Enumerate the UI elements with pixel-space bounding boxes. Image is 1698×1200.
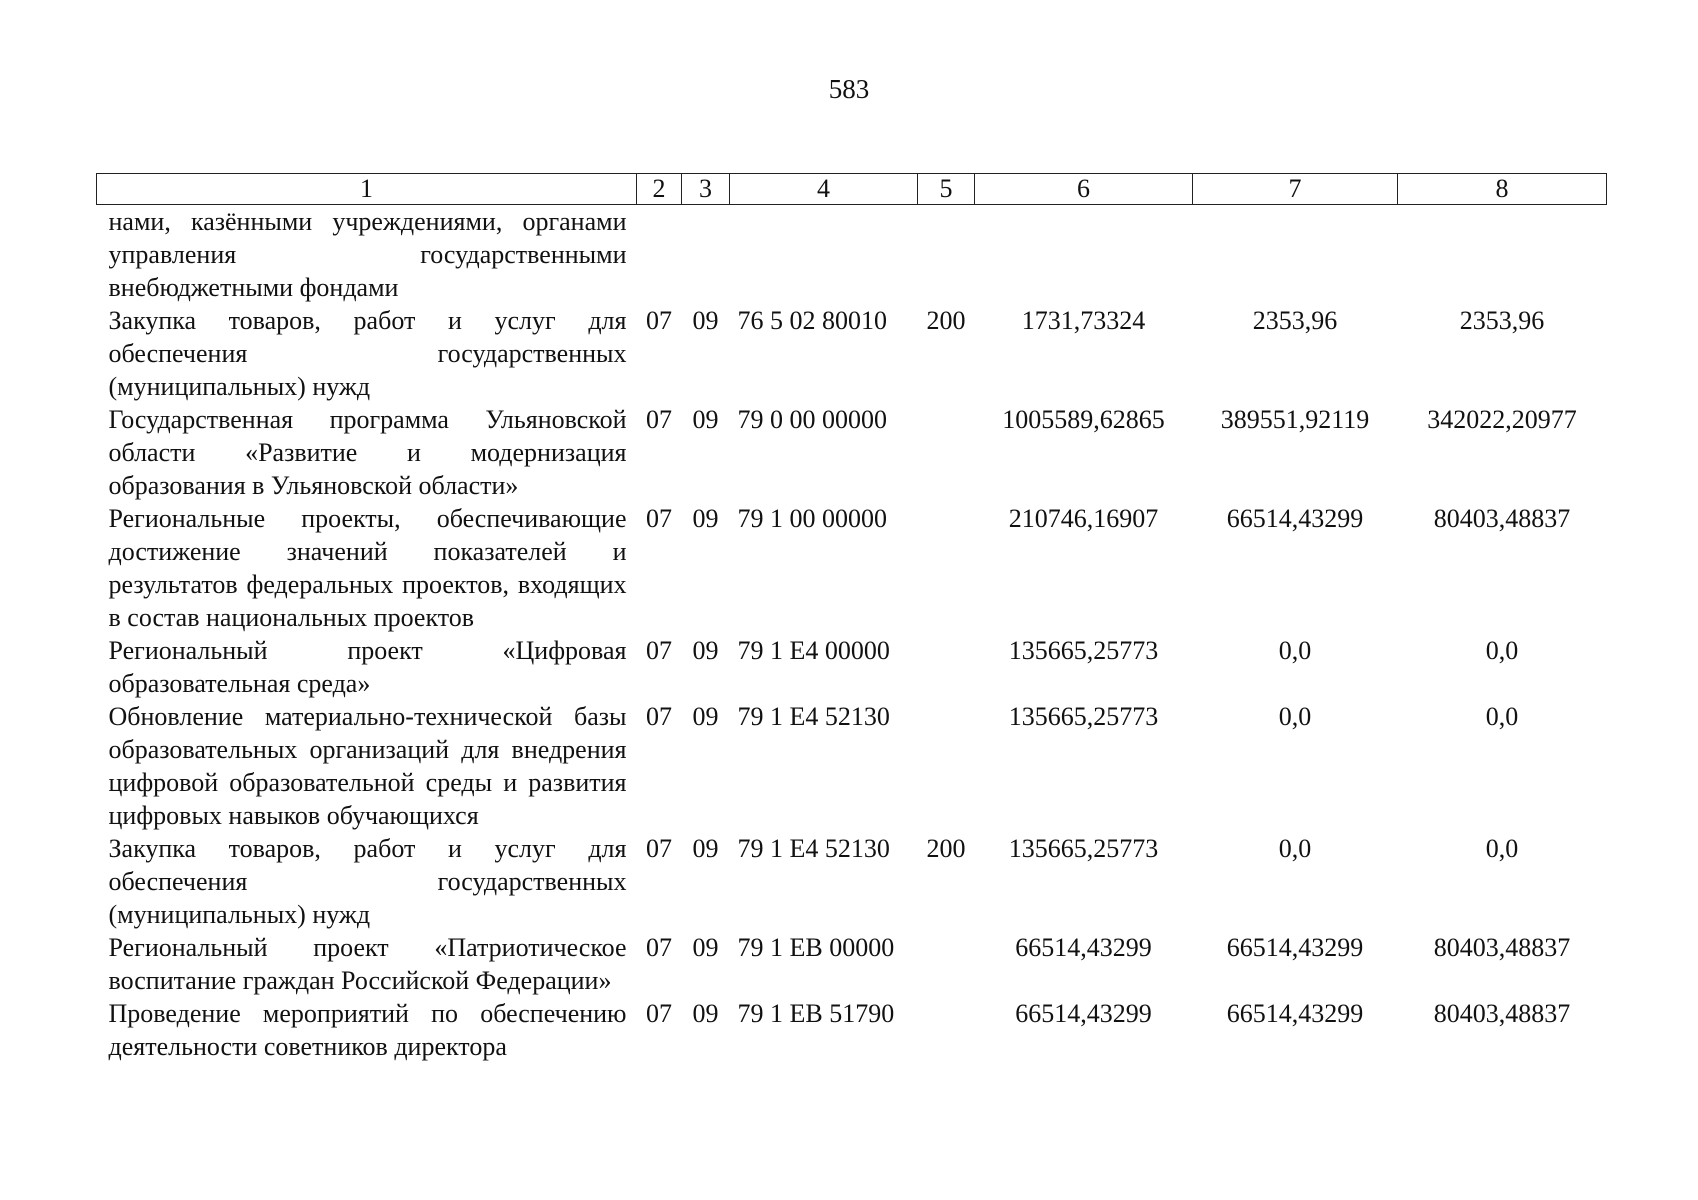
subsection-code: 09 [692,834,719,863]
expense-type-code: 200 [926,306,966,335]
column-header-2: 2 [637,174,682,205]
amount-col-6: 1005589,62865 [1002,405,1165,434]
subsection-code: 09 [692,999,719,1028]
amount-col-6: 135665,25773 [1008,834,1159,863]
subsection-code: 09 [692,702,719,731]
expense-type-code [918,502,975,634]
amount-col-8: 342022,20977 [1427,405,1577,434]
target-article-code: 79 1 00 00000 [737,504,887,533]
amount-col-6: 135665,25773 [1008,636,1159,665]
target-article-code: 79 1 EB 00000 [737,933,895,962]
section-code: 07 [646,933,672,962]
amount-col-7: 66514,43299 [1226,933,1364,962]
header-row [97,174,1607,205]
amount-col-8: 0,0 [1485,636,1519,665]
column-header-7: 7 [1193,174,1398,205]
subsection-code [682,205,730,305]
subsection-code: 09 [692,306,719,335]
amount-col-7: 66514,43299 [1226,999,1364,1028]
row-name: Закупка товаров, работ и услуг для обеспечения государственных (муниципальных) нужд [108,834,627,929]
subsection-code: 09 [692,405,719,434]
expense-type-code: 200 [926,834,966,863]
expense-type-code [918,997,975,1063]
table-body [97,205,1607,1064]
row-name: Региональные проекты, обеспечивающие достижение значений показателей и результатов федеральных проектов, входящих в состав национальных проектов [108,504,627,632]
row-name: Проведение мероприятий по обеспечению деятельности советников директора [108,999,627,1061]
section-code: 07 [646,636,672,665]
page-number: 583 [828,74,870,104]
amount-col-8: 80403,48837 [1433,504,1571,533]
amount-col-8 [1398,205,1607,305]
table-row [97,403,1607,502]
expense-type-code [918,403,975,502]
amount-col-7 [1193,205,1398,305]
subsection-code: 09 [692,504,719,533]
section-code: 07 [646,306,672,335]
amount-col-7: 389551,92119 [1220,405,1370,434]
row-name: Закупка товаров, работ и услуг для обеспечения государственных (муниципальных) нужд [108,306,627,401]
column-header-8: 8 [1398,174,1607,205]
section-code: 07 [646,504,672,533]
section-code: 07 [646,405,672,434]
target-article-code: 76 5 02 80010 [737,306,887,335]
table-row [97,700,1607,832]
expense-type-code [918,634,975,700]
row-name: Региональный проект «Цифровая образовательная среда» [108,636,627,698]
amount-col-6: 66514,43299 [1015,933,1152,962]
target-article-code: 79 1 EB 51790 [737,999,895,1028]
table-row [97,304,1607,403]
row-name: Государственная программа Ульяновской области «Развитие и модернизация образования в Ульяновской области» [108,405,627,500]
amount-col-7: 2353,96 [1252,306,1338,335]
expense-type-code [918,700,975,832]
target-article-code: 79 1 E4 52130 [737,834,890,863]
amount-col-7: 0,0 [1278,702,1312,731]
section-code [637,205,682,305]
expense-type-code [918,205,975,305]
subsection-code: 09 [692,933,719,962]
amount-col-8: 80403,48837 [1433,999,1571,1028]
target-article-code [730,205,918,305]
column-header-1: 1 [97,174,637,205]
amount-col-6 [975,205,1193,305]
table-row [97,634,1607,700]
row-name: нами, казёнными учреждениями, органами управления государственными внебюджетными фондами [108,207,627,302]
amount-col-7: 0,0 [1278,834,1312,863]
target-article-code: 79 0 00 00000 [737,405,887,434]
table-row [97,832,1607,931]
amount-col-7: 66514,43299 [1226,504,1364,533]
subsection-code: 09 [692,636,719,665]
table-row [97,502,1607,634]
expense-type-code [918,931,975,997]
table-header [97,174,1607,205]
section-code: 07 [646,834,672,863]
budget-table [96,173,1607,1063]
target-article-code: 79 1 E4 52130 [737,702,890,731]
section-code: 07 [646,702,672,731]
amount-col-8: 0,0 [1485,834,1519,863]
amount-col-7: 0,0 [1278,636,1312,665]
amount-col-6: 66514,43299 [1015,999,1152,1028]
table-row [97,205,1607,305]
column-header-6: 6 [975,174,1193,205]
table-row [97,931,1607,997]
row-name: Региональный проект «Патриотическое воспитание граждан Российской Федерации» [108,933,627,995]
column-header-3: 3 [682,174,730,205]
row-name: Обновление материально-технической базы образовательных организаций для внедрения цифровой образовательной среды и развития цифровых навыков обучающихся [108,702,627,830]
table-row [97,997,1607,1063]
amount-col-8: 2353,96 [1459,306,1545,335]
column-header-4: 4 [730,174,918,205]
amount-col-8: 0,0 [1485,702,1519,731]
column-header-5: 5 [918,174,975,205]
target-article-code: 79 1 E4 00000 [737,636,890,665]
amount-col-8: 80403,48837 [1433,933,1571,962]
amount-col-6: 1731,73324 [1021,306,1146,335]
amount-col-6: 135665,25773 [1008,702,1159,731]
amount-col-6: 210746,16907 [1008,504,1159,533]
section-code: 07 [646,999,672,1028]
